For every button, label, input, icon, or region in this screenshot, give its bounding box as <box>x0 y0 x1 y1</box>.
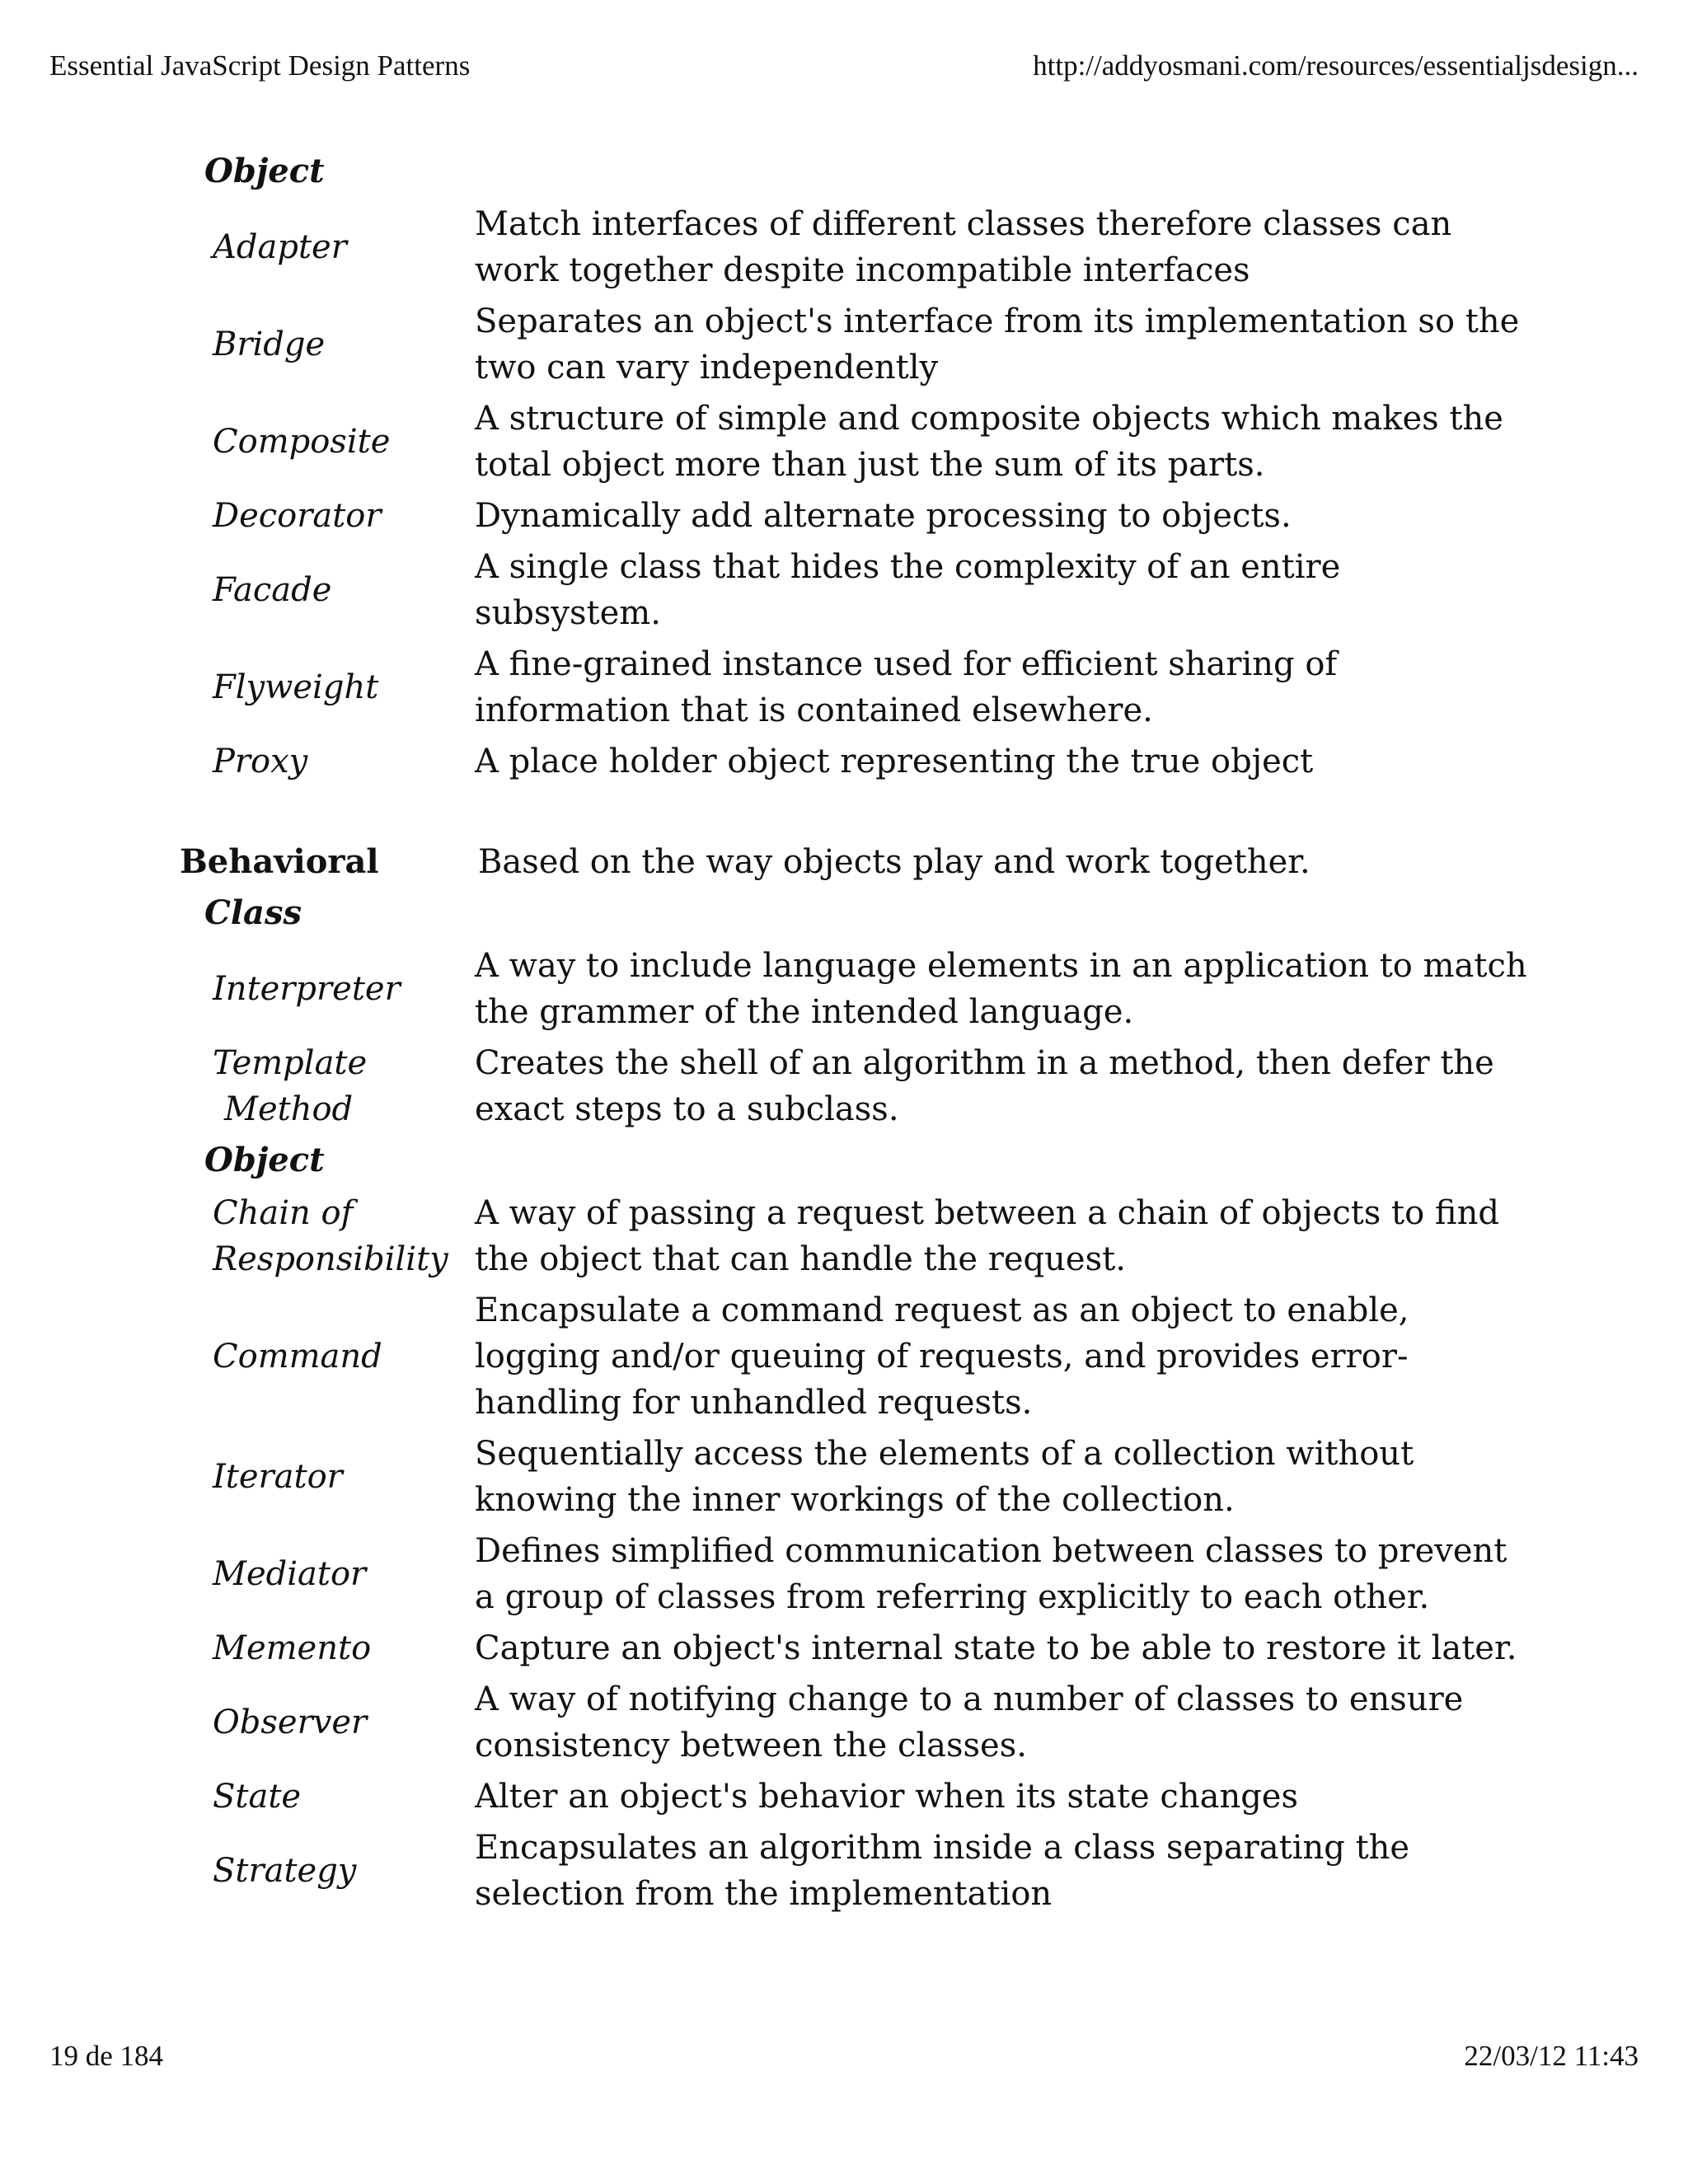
page-number: 19 de 184 <box>49 2040 164 2072</box>
pattern-name <box>213 201 460 293</box>
subcategory-class-heading: Class <box>204 893 302 932</box>
pattern-description-line: the grammer of the intended language. <box>475 993 1134 1031</box>
pattern-name-line: State <box>213 1778 302 1816</box>
pattern-name-line: Observer <box>213 1704 368 1741</box>
pattern-name-line: Template <box>213 1044 368 1082</box>
pattern-name <box>213 641 460 733</box>
pattern-name-line: Decorator <box>213 497 382 535</box>
pattern-name <box>213 1528 460 1620</box>
pattern-description-line: knowing the inner workings of the collection. <box>475 1481 1235 1519</box>
pattern-description-line: Capture an object's internal state to be able to restore it later. <box>475 1629 1517 1667</box>
pattern-name <box>213 1676 460 1769</box>
pattern-name <box>213 1190 460 1282</box>
pattern-description <box>475 1287 1538 1426</box>
pattern-description <box>475 641 1538 733</box>
pattern-description-line: Alter an object's behavior when its state changes <box>475 1778 1299 1816</box>
pattern-name-line: Command <box>213 1338 382 1376</box>
pattern-name <box>213 1625 460 1671</box>
pattern-description-line: exact steps to a subclass. <box>475 1090 899 1128</box>
pattern-description-line: A single class that hides the complexity of an entire <box>475 548 1341 586</box>
pattern-description-line: A place holder object representing the true object <box>475 743 1314 780</box>
category-behavioral-description: Based on the way objects play and work together. <box>478 843 1311 881</box>
pattern-description-line: logging and/or queuing of requests, and provides error- <box>475 1338 1409 1376</box>
pattern-description-line: Match interfaces of different classes therefore classes can <box>475 205 1452 243</box>
subcategory-object-heading: Object <box>204 152 325 190</box>
pattern-description <box>475 1431 1538 1523</box>
pattern-description <box>475 1528 1538 1620</box>
pattern-name-line: Proxy <box>213 743 308 780</box>
pattern-description <box>475 201 1538 293</box>
pattern-description-line: a group of classes from referring explicitly to each other. <box>475 1578 1430 1616</box>
pattern-name <box>213 1774 460 1820</box>
pattern-description <box>475 544 1538 636</box>
pattern-name-line: Flyweight <box>213 668 379 706</box>
pattern-description-line: Encapsulates an algorithm inside a class separating the <box>475 1829 1410 1867</box>
pattern-description <box>475 1676 1538 1769</box>
pattern-name-line: Memento <box>213 1629 372 1667</box>
pattern-name-line: Interpreter <box>213 970 401 1008</box>
pattern-name <box>213 738 460 785</box>
pattern-description <box>475 298 1538 391</box>
pattern-description-line: total object more than just the sum of its parts. <box>475 446 1265 484</box>
pattern-description-line: the object that can handle the request. <box>475 1240 1126 1278</box>
pattern-description-line: information that is contained elsewhere. <box>475 691 1153 729</box>
pattern-description <box>475 1190 1538 1282</box>
pattern-name <box>213 1825 460 1917</box>
pattern-name-line: Strategy <box>213 1852 357 1890</box>
pattern-description <box>475 943 1538 1035</box>
pattern-name-line: Adapter <box>213 228 347 266</box>
pattern-name-line: Iterator <box>213 1458 343 1496</box>
pattern-description-line: Encapsulate a command request as an object to enable, <box>475 1291 1409 1329</box>
pattern-description-line: two can vary independently <box>475 349 939 387</box>
pattern-name <box>213 544 460 636</box>
pattern-description <box>475 738 1538 785</box>
pattern-description-line: work together despite incompatible interfaces <box>475 251 1250 289</box>
pattern-description <box>475 1825 1538 1917</box>
pattern-name <box>213 1287 460 1426</box>
pattern-description-line: A structure of simple and composite objects which makes the <box>475 400 1503 438</box>
pattern-description-line: A way to include language elements in an application to match <box>475 947 1527 985</box>
pattern-name-line: Method <box>224 1090 354 1128</box>
pattern-description-line: Creates the shell of an algorithm in a method, then defer the <box>475 1044 1494 1082</box>
document-title: Essential JavaScript Design Patterns <box>49 49 471 82</box>
pattern-name-line: Composite <box>213 423 391 461</box>
pattern-description-line: A fine-grained instance used for efficient sharing of <box>475 645 1338 683</box>
pattern-description-line: selection from the implementation <box>475 1875 1053 1913</box>
pattern-description-line: consistency between the classes. <box>475 1727 1027 1765</box>
pattern-description-line: handling for unhandled requests. <box>475 1384 1033 1422</box>
pattern-description <box>475 1625 1538 1671</box>
pattern-description <box>475 493 1538 539</box>
pattern-name-line: Mediator <box>213 1555 367 1593</box>
pattern-name-line: Responsibility <box>213 1240 448 1278</box>
document-url: http://addyosmani.com/resources/essentialjsdesign... <box>1033 49 1639 82</box>
pattern-name <box>213 493 460 539</box>
pattern-description-line: A way of notifying change to a number of classes to ensure <box>475 1680 1464 1718</box>
pattern-name <box>213 1040 460 1132</box>
print-datetime: 22/03/12 11:43 <box>1464 2040 1639 2072</box>
pattern-name <box>213 943 460 1035</box>
subcategory-object-heading: Object <box>204 1141 325 1179</box>
pattern-description-line: Separates an object's interface from its implementation so the <box>475 302 1520 340</box>
pattern-name-line: Bridge <box>213 326 326 363</box>
pattern-name-line: Chain of <box>213 1194 354 1232</box>
pattern-description <box>475 1774 1538 1820</box>
pattern-description-line: Defines simplified communication between classes to prevent <box>475 1532 1507 1570</box>
pattern-name <box>213 1431 460 1523</box>
pattern-description-line: A way of passing a request between a chain of objects to find <box>475 1194 1499 1232</box>
pattern-name <box>213 298 460 391</box>
pattern-description <box>475 396 1538 488</box>
pattern-description <box>475 1040 1538 1132</box>
pattern-name-line: Facade <box>213 571 332 609</box>
pattern-description-line: subsystem. <box>475 594 661 632</box>
pattern-description-line: Dynamically add alternate processing to objects. <box>475 497 1292 535</box>
category-behavioral: Behavioral <box>180 842 379 881</box>
pattern-description-line: Sequentially access the elements of a collection without <box>475 1435 1414 1473</box>
pattern-name <box>213 396 460 488</box>
